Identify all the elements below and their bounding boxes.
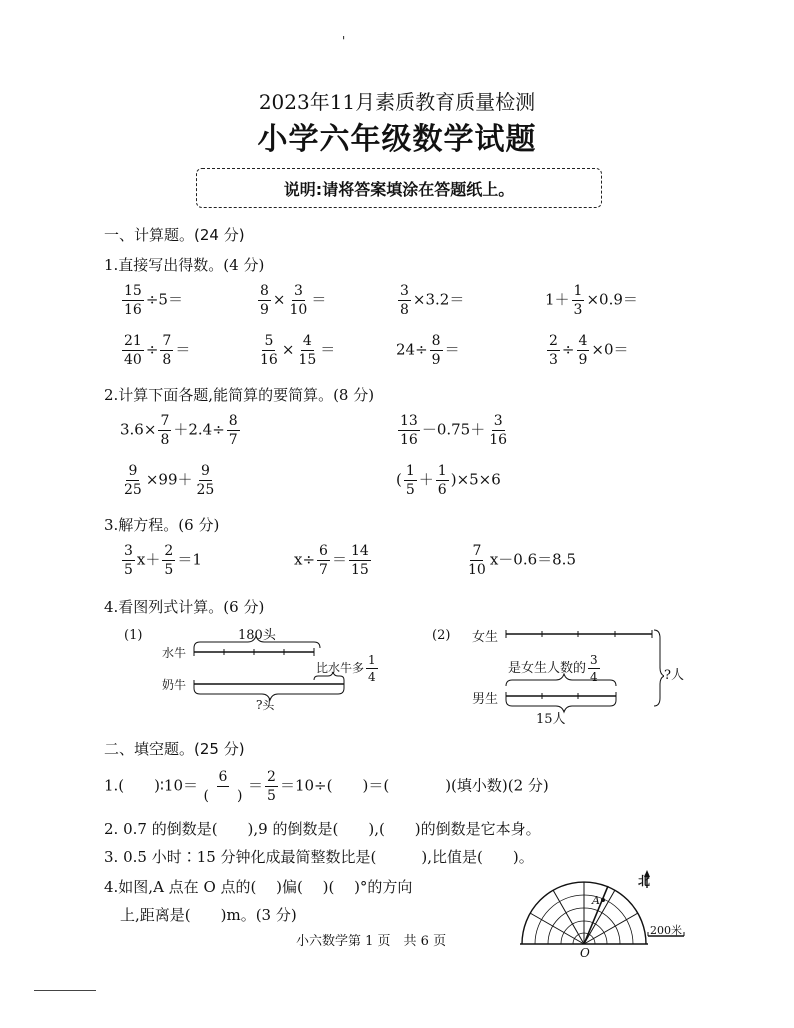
figure-2 [428, 622, 698, 726]
q1-item-5: $\frac{21}{40}$ ÷ $\frac{7}{8}$ ＝ [124, 333, 191, 368]
q2-label: 2.计算下面各题,能简算的要简算。(8 分) [104, 386, 375, 404]
q3-label: 3.解方程。(6 分) [104, 516, 220, 534]
q1-item-1: $\frac{15}{16}$ ÷5＝ [124, 283, 183, 318]
q2-expr-3: $\frac{9}{25}$ ×99＋ $\frac{9}{25}$ [124, 463, 215, 498]
s2-q3: 3. 0.5 小时∶15 分钟化成最简整数比是( ),比值是( )。 [104, 848, 534, 866]
q1-item-7: 24÷ $\frac{8}{9}$ ＝ [396, 333, 460, 368]
section2-heading: 二、填空题。(25 分) [104, 740, 245, 758]
origin-label: O [580, 946, 590, 960]
fig2-mid-label: 是女生人数的 $\frac{3}{4}$ [508, 653, 598, 684]
s2-q4-line1: 4.如图,A 点在 O 点的( )偏( )( )°的方向 [104, 878, 413, 896]
section1-heading: 一、计算题。(24 分) [104, 226, 245, 244]
q1-label: 1.直接写出得数。(4 分) [104, 256, 265, 274]
q1-item-2: $\frac{8}{9}$ × $\frac{3}{10}$ ＝ [260, 283, 327, 318]
compass-diagram [516, 866, 694, 962]
s2-q2: 2. 0.7 的倒数是( ),9 的倒数是( ),( )的倒数是它本身。 [104, 820, 541, 838]
s2-q1: 1.( )∶10＝ $\frac{6}{( )}$ ＝ $\frac{2}{5}$ ＝10÷( )＝( )(填小数)(2 分) [104, 769, 549, 804]
page-footer: 小六数学第 1 页 共 6 页 [296, 934, 447, 949]
north-label: 北 [638, 874, 651, 888]
q1-item-3: $\frac{3}{8}$ ×3.2＝ [400, 283, 465, 318]
fig2-number: (2) [432, 628, 451, 643]
fig1-row2-label: 奶牛 [162, 678, 187, 692]
q1-item-4: 1＋ $\frac{1}{3}$ ×0.9＝ [545, 283, 638, 318]
q3-eq-3: $\frac{7}{10}$ x－0.6＝8.5 [468, 543, 576, 578]
figure-1 [118, 622, 398, 712]
page-mark: ' [342, 34, 346, 48]
s2-q4-line2: 上,距离是( )m。(3 分) [120, 906, 297, 924]
fig2-row2-label: 男生 [472, 692, 499, 707]
fig1-top-label: 180头 [238, 628, 276, 643]
fig2-bar-diagram [428, 622, 664, 726]
q1-item-8: $\frac{2}{3}$ ÷ $\frac{4}{9}$ ×0＝ [549, 333, 629, 368]
compass-figure [516, 866, 694, 962]
exam-title: 小学六年级数学试题 [257, 122, 537, 157]
fig1-bottom-label: ?头 [256, 698, 275, 712]
q2-expr-4: ( $\frac{1}{5}$ ＋ $\frac{1}{6}$ )×5×6 [396, 463, 501, 498]
q4-label: 4.看图列式计算。(6 分) [104, 598, 265, 616]
fig1-bar-diagram [118, 622, 398, 712]
notice-text: 说明:请将答案填涂在答题纸上。 [283, 180, 515, 199]
q2-expr-2: $\frac{13}{16}$ －0.75＋ $\frac{3}{16}$ [400, 413, 508, 448]
fig2-row1-label: 女生 [472, 630, 499, 645]
q1-item-6: $\frac{5}{16}$ × $\frac{4}{15}$ ＝ [260, 333, 336, 368]
exam-subtitle: 2023年11月素质教育质量检测 [258, 90, 536, 114]
point-a-label: A [592, 894, 600, 907]
fig2-right-label: ?人 [664, 668, 684, 683]
fig1-side-label: 比水牛多 $\frac{1}{4}$ [316, 653, 376, 684]
fig1-row1-label: 水牛 [162, 646, 187, 660]
fig1-number: (1) [124, 628, 143, 643]
fig2-bottom-label: 15人 [536, 712, 566, 727]
q3-eq-2: x÷ $\frac{6}{7}$ ＝ $\frac{14}{15}$ [294, 543, 369, 578]
q2-expr-1: 3.6× $\frac{7}{8}$ ＋2.4÷ $\frac{8}{7}$ [120, 413, 238, 448]
q3-eq-1: $\frac{3}{5}$ x＋ $\frac{2}{5}$ ＝1 [124, 543, 202, 578]
scan-mark [34, 990, 96, 991]
scale-label: 200米 [650, 924, 682, 937]
